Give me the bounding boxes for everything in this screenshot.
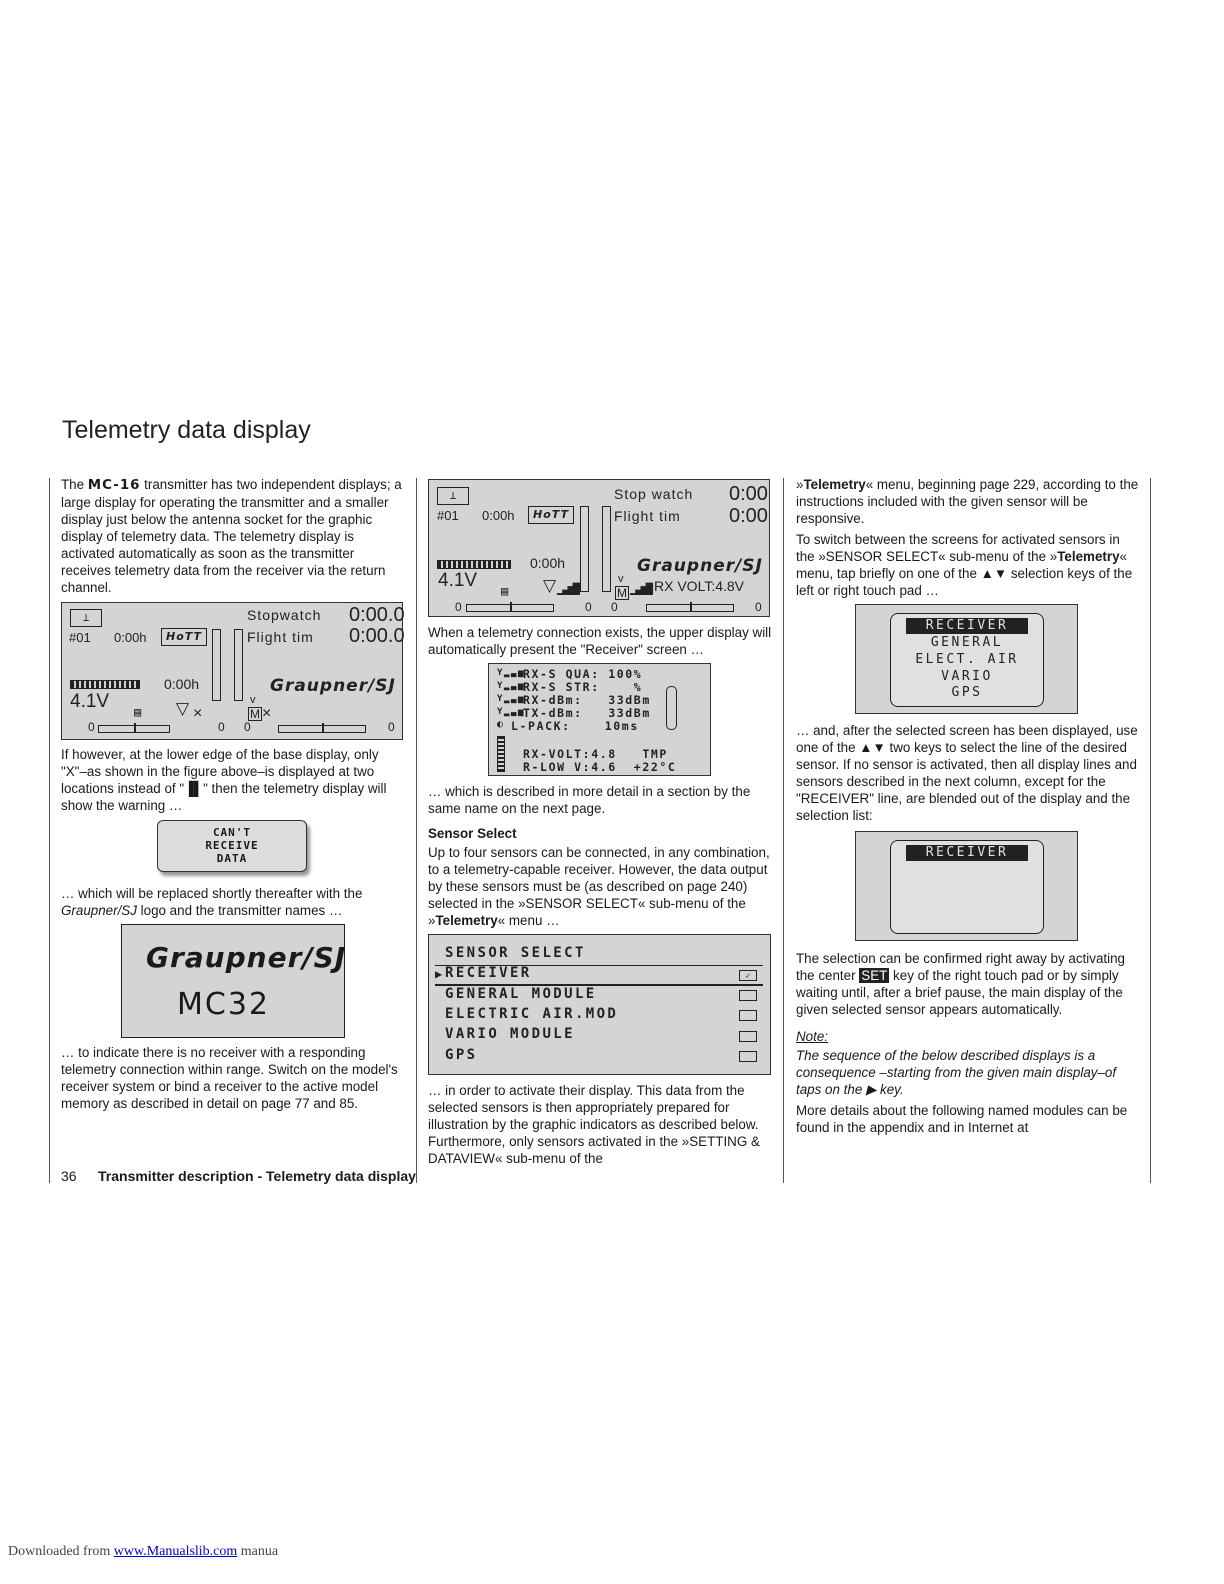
battery-icon [497,736,505,772]
column-1-cont [61,746,406,818]
sensor-item-general[interactable]: GENERAL MODULE [445,986,597,1002]
paragraph: Up to four sensors can be connected, in any combination, to a telemetry-capable receiver. However, the data output by these sensors must be (as described on page 240) selected in the »SENSOR SELECT« sub-menu of the »Telemetry« menu … [428,845,770,928]
menu-item-elect-air[interactable]: ELECT. AIR [915,652,1019,667]
trim-zero: 0 [244,720,251,734]
rx-line: RX-VOLT:4.8 TMP [523,747,668,761]
no-signal-x-2: × [262,705,272,722]
trim-bar-left [212,629,221,701]
paragraph: The MC-16 transmitter has two independent displays; a large display for operating the transmitter and a smaller display just below the antenna socket for the graphic display of telemetry data. The telemetry display is activated automatically as soon as the transmitter receives telemetry data from the receiver via the return channel. [61,477,402,595]
packet-icon: ◐ [497,719,505,730]
hott-logo: HoTT [528,506,574,524]
stopwatch-label: Stopwatch [247,607,322,623]
note-text: The sequence of the below described displays is a consequence –starting from the given main display–of taps on the ▶ key. [796,1048,1117,1097]
helicopter-icon: ⊥ [437,487,469,505]
trim-zero: 0 [388,720,395,734]
trim-zero: 0 [755,600,762,614]
column-divider [49,478,50,1183]
stopwatch-value: 0:00.0 [349,604,405,626]
trim-zero: 0 [585,600,592,614]
antenna-signal-icon: ▽ [543,576,557,595]
menu-item-vario[interactable]: VARIO [941,669,993,684]
thermometer-icon [666,686,677,730]
paragraph: If however, at the lower edge of the base display, only "X"–as shown in the figure above–is displayed at two locations instead of "▐▌" then the telemetry display will show the warning … [61,747,387,813]
sensor-item-receiver[interactable]: RECEIVER [445,965,532,981]
checkbox-checked-icon[interactable]: ✓ [739,970,757,981]
manualslib-link[interactable]: www.Manualslib.com [113,1544,238,1559]
rx-line: L-PACK: 10ms [511,719,639,733]
paragraph: … and, after the selected screen has been displayed, use one of the ▲▼ two keys to select the line of the desired sensor. If no sensor is activated, then all display lines and sensors described in the next column, except for the "RECEIVER" line, are blended out of the display and the selection list: [796,723,1138,823]
sensor-select-screen [428,934,771,1075]
trim-bar-left [580,506,589,592]
trim-zero: 0 [611,600,618,614]
graupner-logo: Graupner/SJ [637,556,763,576]
model-name: MC32 [177,987,271,1022]
sensor-menu-figure-receiver-only [855,831,1078,941]
sensor-item-vario[interactable]: VARIO MODULE [445,1026,575,1042]
page-title: Telemetry data display [62,416,311,444]
column-1 [61,476,406,600]
model-time: 0:00h [482,508,515,523]
menu-item-gps[interactable]: GPS [951,685,983,700]
memory-icon: ▤ [134,705,142,719]
rx-line: RX-dBm: 33dBm [523,693,651,707]
footer-text: Transmitter description - Telemetry data display [98,1168,416,1184]
antenna-icon: ▽ [176,699,190,718]
trim-zero: 0 [218,720,225,734]
brand-mark: MC-16 [87,478,141,493]
model-number: #01 [69,630,91,645]
battery-gauge [70,680,140,689]
main-display-figure [61,602,403,740]
battery-gauge [437,560,511,569]
column-1-cont [61,885,406,923]
section-heading: Sensor Select [428,826,517,841]
column-divider [1150,478,1151,1183]
trim-zero: 0 [88,720,95,734]
signal-icon: Y▂▃▅ [497,668,526,678]
column-2 [428,624,773,662]
rx-line: RX-S QUA: 100% [523,667,643,681]
rx-line: RX-S STR: % [523,680,643,694]
set-key-badge: SET [861,968,888,983]
no-signal-x-1: × [193,705,203,722]
trim-bar-right [602,506,611,592]
trim-bar-right [234,629,243,701]
helicopter-icon: ⊥ [70,609,102,627]
rx-line: TX-dBm: 33dBm [523,706,651,720]
timer-2: 0:00h [164,676,200,692]
battery-voltage: 4.1V [70,691,110,712]
download-note: Downloaded from www.Manualslib.com manua [8,1544,279,1559]
trim-track-left [98,725,170,733]
paragraph: To switch between the screens for activated sensors in the »SENSOR SELECT« sub-menu of the »Telemetry« menu, tap briefly on one of the ▲▼ selection keys of the left or right touch pad … [796,532,1133,598]
page-number: 36 [61,1168,77,1184]
rx-line: R-LOW V:4.6 +22°C [523,760,677,774]
sensor-menu [890,840,1044,934]
paragraph: More details about the following named modules can be found in the appendix and in Internet at [796,1103,1128,1135]
column-3 [796,476,1141,603]
trim-track-left [466,604,554,612]
signal-bars-icon: ▁▃▅▇ [557,581,578,595]
sensor-item-electric[interactable]: ELECTRIC AIR.MOD [445,1006,619,1022]
rx-voltage: RX VOLT:4.8V [654,578,745,594]
sensor-select-title: SENSOR SELECT [445,945,586,961]
paragraph: The selection can be confirmed right away by activating the center SET key of the right touch pad or by simply waiting until, after a brief pause, the main display of the given selected sensor appears automatically. [796,951,1125,1017]
paragraph: … in order to activate their display. This data from the selected sensors is then appropriately prepared for illustration by the graphic indicators as described below. Furthermore, only sensors activated in the »SETTING & DATAVIEW« sub-menu of the [428,1083,760,1166]
sensor-menu-figure [855,604,1078,714]
graupner-logo: Graupner/SJ [146,941,347,974]
trim-zero: 0 [455,600,462,614]
trim-track-right [646,604,734,612]
v-mark: v [250,694,256,706]
flight-timer-label: Flight tim [247,629,314,645]
graupner-logo: Graupner/SJ [270,676,396,696]
menu-item-receiver[interactable]: RECEIVER [906,618,1028,634]
timer-2: 0:00h [530,555,566,571]
receiver-m-icon: M [617,586,627,600]
signal-bars-icon: ▁▃▅▇ [630,581,651,595]
paragraph: »Telemetry« menu, beginning page 229, according to the instructions included with the given sensor will be responsive. [796,477,1139,526]
stopwatch-label: Stop watch [614,486,694,502]
note-heading: Note: [796,1029,829,1044]
paragraph: … which is described in more detail in a section by the same name on the next page. [428,784,751,816]
flight-timer-value: 0:00.0 [349,625,405,647]
flight-timer-value: 0:00 [729,505,768,527]
column-1-cont [61,1044,406,1116]
column-2-cont [428,783,773,933]
column-3-cont [796,722,1141,828]
signal-icon: Y▂▃▅ [497,694,526,704]
main-display-figure-connected [428,479,770,617]
column-2-cont [428,1082,773,1171]
column-divider [783,478,784,1183]
memory-icon: ▤ [501,584,509,598]
signal-icon: Y▂▃▅ [497,707,526,717]
receiver-m-icon: M [250,707,260,721]
paragraph: When a telemetry connection exists, the upper display will automatically present the "Receiver" screen … [428,625,772,657]
model-time: 0:00h [114,630,147,645]
flight-timer-label: Flight tim [614,508,681,524]
sensor-menu [890,613,1044,707]
menu-item-receiver[interactable]: RECEIVER [906,845,1028,861]
checkbox-icon[interactable] [739,1051,757,1062]
menu-item-general[interactable]: GENERAL [930,635,1004,650]
checkbox-icon[interactable] [739,1031,757,1042]
paragraph: … which will be replaced shortly thereafter with the Graupner/SJ logo and the transmitter names … [61,886,363,918]
battery-voltage: 4.1V [438,570,478,591]
column-3-cont [796,950,1141,1140]
paragraph: … to indicate there is no receiver with a responding telemetry connection within range. Switch on the model's receiver system or bind a receiver to the active model memory as described in detail on page 77 and 85. [61,1045,398,1111]
selection-arrow-icon: ▶ [435,967,443,981]
v-mark: v [618,573,624,585]
signal-icon: Y▂▃▅ [497,681,526,691]
checkbox-icon[interactable] [739,990,757,1001]
column-divider [416,478,417,1183]
stopwatch-value: 0:00 [729,483,768,505]
receiver-screen-figure [488,663,711,776]
trim-track-right [278,725,366,733]
checkbox-icon[interactable] [739,1010,757,1021]
model-number: #01 [437,508,459,523]
cant-receive-warning: CAN'T RECEIVE DATA [157,820,307,872]
sensor-item-gps[interactable]: GPS [445,1047,478,1063]
hott-logo: HoTT [161,628,207,646]
startup-logo-screen [121,924,345,1038]
